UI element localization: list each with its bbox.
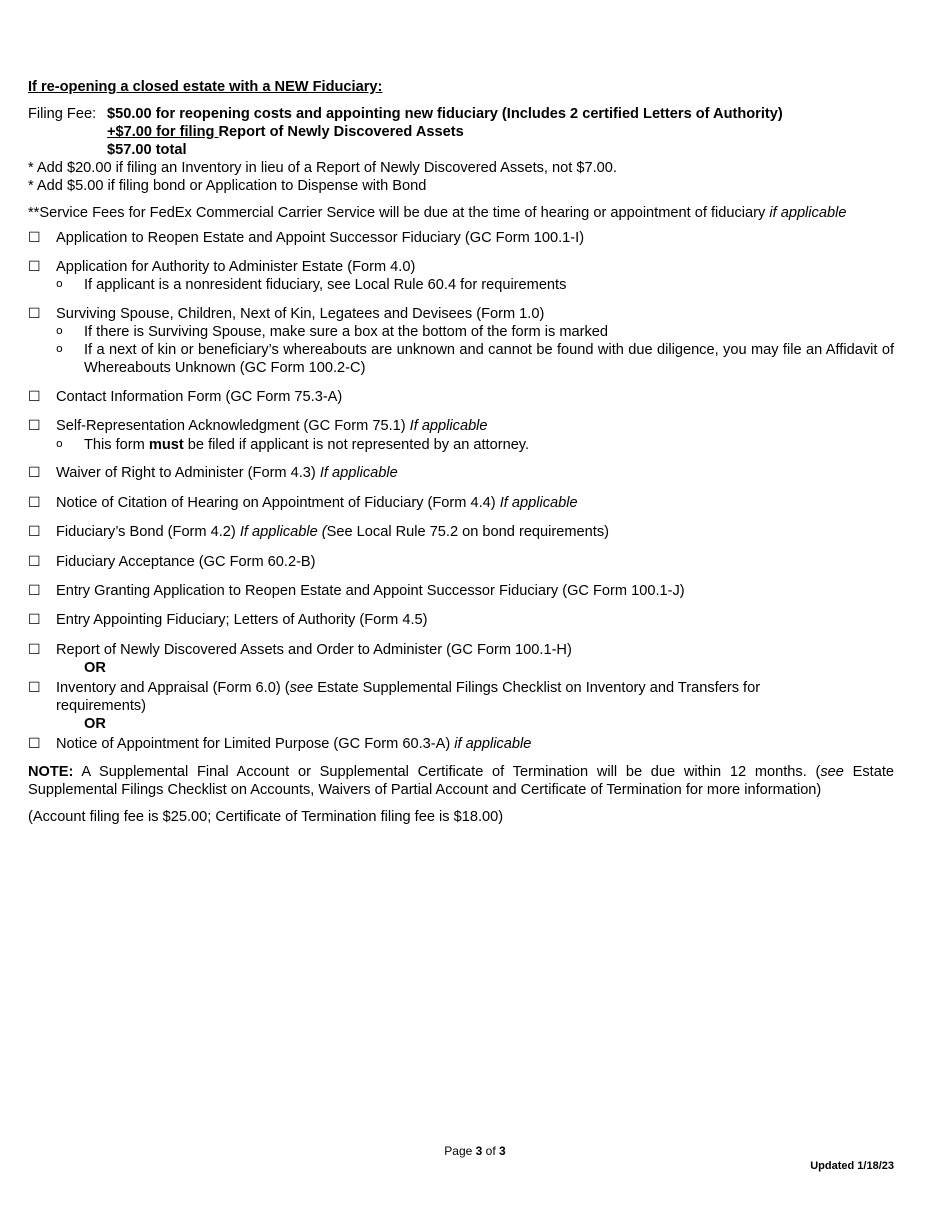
sub-item-nonresident: If applicant is a nonresident fiduciary, see Local Rule 60.4 for requirements xyxy=(84,277,567,293)
note-text-a: A Supplemental Final Account or Supplemental Certificate of Termination will be due within 12 months. ( xyxy=(73,764,821,780)
item-text: Self-Representation Acknowledgment (GC Form 75.1) xyxy=(56,418,410,434)
checkbox-icon[interactable]: ☐ xyxy=(28,583,41,599)
page-current: 3 xyxy=(475,1144,483,1158)
item-label: Entry Granting Application to Reopen Estate and Appoint Successor Fiduciary (GC Form 100.1-J) xyxy=(56,583,685,599)
item-text: Waiver of Right to Administer (Form 4.3) xyxy=(56,465,320,481)
item-label xyxy=(56,735,894,753)
service-fee-note xyxy=(28,205,846,221)
item-label xyxy=(56,494,894,512)
sub-text-a: This form xyxy=(84,437,149,453)
fee-note-inventory: * Add $20.00 if filing an Inventory in lieu of a Report of Newly Discovered Assets, not $7.00. xyxy=(28,160,617,176)
page-number xyxy=(0,1144,950,1158)
checkbox-icon[interactable]: ☐ xyxy=(28,418,41,434)
fee-line-2-underlined: +$7.00 for filing xyxy=(107,124,219,140)
item-label: Report of Newly Discovered Assets and Order to Administer (GC Form 100.1-H) xyxy=(56,642,572,658)
updated-date: Updated 1/18/23 xyxy=(810,1160,894,1172)
checkbox-icon[interactable]: ☐ xyxy=(28,554,41,570)
checkbox-icon[interactable]: ☐ xyxy=(28,306,41,322)
sub-text-bold: must xyxy=(148,437,184,453)
item-italic: see xyxy=(289,680,314,696)
bullet-icon: o xyxy=(56,277,63,290)
checkbox-icon[interactable]: ☐ xyxy=(28,612,41,628)
bullet-icon: o xyxy=(56,324,63,337)
item-label xyxy=(56,464,894,482)
page-total: 3 xyxy=(499,1144,506,1158)
checkbox-icon[interactable]: ☐ xyxy=(28,230,41,246)
sub-item-whereabouts: If a next of kin or beneficiary’s whereabouts are unknown and cannot be found with due diligence, you may file an Affidavit of Whereabouts Unknown (GC Form 100.2-C) xyxy=(84,342,894,376)
checkbox-icon[interactable]: ☐ xyxy=(28,524,41,540)
checkbox-icon[interactable]: ☐ xyxy=(28,680,41,696)
item-text: Fiduciary’s Bond (Form 4.2) xyxy=(56,524,240,540)
item-italic: if applicable xyxy=(454,736,532,752)
note-label: NOTE: xyxy=(28,764,74,780)
item-label: Contact Information Form (GC Form 75.3-A) xyxy=(56,389,343,405)
service-fee-italic: if applicable xyxy=(769,205,847,221)
item-italic: If applicable xyxy=(319,465,398,481)
item-text-rest: Estate Supplemental Filings Checklist on Inventory and Transfers for requirements) xyxy=(56,680,761,714)
page-word: Page xyxy=(444,1144,476,1158)
checkbox-icon[interactable]: ☐ xyxy=(28,389,41,405)
fee-line-1: $50.00 for reopening costs and appointing new fiduciary (Includes 2 certified Letters of Authority) xyxy=(107,106,783,122)
item-italic: If applicable xyxy=(499,495,578,511)
or-separator: OR xyxy=(84,660,106,676)
service-fee-text: **Service Fees for FedEx Commercial Carrier Service will be due at the time of hearing or appointment of fiduciary xyxy=(28,205,770,221)
fee-note-bond: * Add $5.00 if filing bond or Application to Dispense with Bond xyxy=(28,178,427,194)
item-text: Notice of Appointment for Limited Purpose (GC Form 60.3-A) xyxy=(56,736,455,752)
item-label: Surviving Spouse, Children, Next of Kin, Legatees and Devisees (Form 1.0) xyxy=(56,306,545,322)
fee-line-2-rest: Report of Newly Discovered Assets xyxy=(218,124,464,140)
checkbox-icon[interactable]: ☐ xyxy=(28,495,41,511)
sub-item-must-file xyxy=(84,436,894,454)
page-of: of xyxy=(482,1144,500,1158)
sub-text-c: be filed if applicant is not represented by an attorney. xyxy=(183,437,530,453)
item-italic: If applicable ( xyxy=(239,524,327,540)
item-label: Application to Reopen Estate and Appoint Successor Fiduciary (GC Form 100.1-I) xyxy=(56,230,585,246)
item-label: Application for Authority to Administer Estate (Form 4.0) xyxy=(56,259,416,275)
fee-line-2 xyxy=(107,124,464,140)
sub-item-spouse-box: If there is Surviving Spouse, make sure a box at the bottom of the form is marked xyxy=(84,324,608,340)
item-label: Entry Appointing Fiduciary; Letters of Authority (Form 4.5) xyxy=(56,612,428,628)
or-separator: OR xyxy=(84,716,106,732)
item-label xyxy=(56,417,894,435)
item-label xyxy=(56,679,834,715)
item-label: Fiduciary Acceptance (GC Form 60.2-B) xyxy=(56,554,316,570)
checkbox-icon[interactable]: ☐ xyxy=(28,259,41,275)
note-see: see xyxy=(820,764,844,780)
item-text-rest: See Local Rule 75.2 on bond requirements) xyxy=(326,524,609,540)
note-fees: (Account filing fee is $25.00; Certificate of Termination filing fee is $18.00) xyxy=(28,809,504,825)
item-text: Notice of Citation of Hearing on Appointment of Fiduciary (Form 4.4) xyxy=(56,495,500,511)
item-label xyxy=(56,523,894,541)
item-italic: If applicable xyxy=(409,418,488,434)
bullet-icon: o xyxy=(56,342,63,355)
note-paragraph xyxy=(28,763,894,799)
section-heading: If re-opening a closed estate with a NEW Fiduciary: xyxy=(28,79,383,95)
checkbox-icon[interactable]: ☐ xyxy=(28,736,41,752)
fee-total: $57.00 total xyxy=(107,142,187,158)
checkbox-icon[interactable]: ☐ xyxy=(28,465,41,481)
item-text: Inventory and Appraisal (Form 6.0) ( xyxy=(56,680,290,696)
bullet-icon: o xyxy=(56,437,63,450)
filing-fee-label: Filing Fee: xyxy=(28,106,97,122)
checkbox-icon[interactable]: ☐ xyxy=(28,642,41,658)
note-text-b: Estate Supplemental Filings Checklist on Accounts, Waivers of Partial Account and Certificate of Termination for more information) xyxy=(28,764,894,798)
